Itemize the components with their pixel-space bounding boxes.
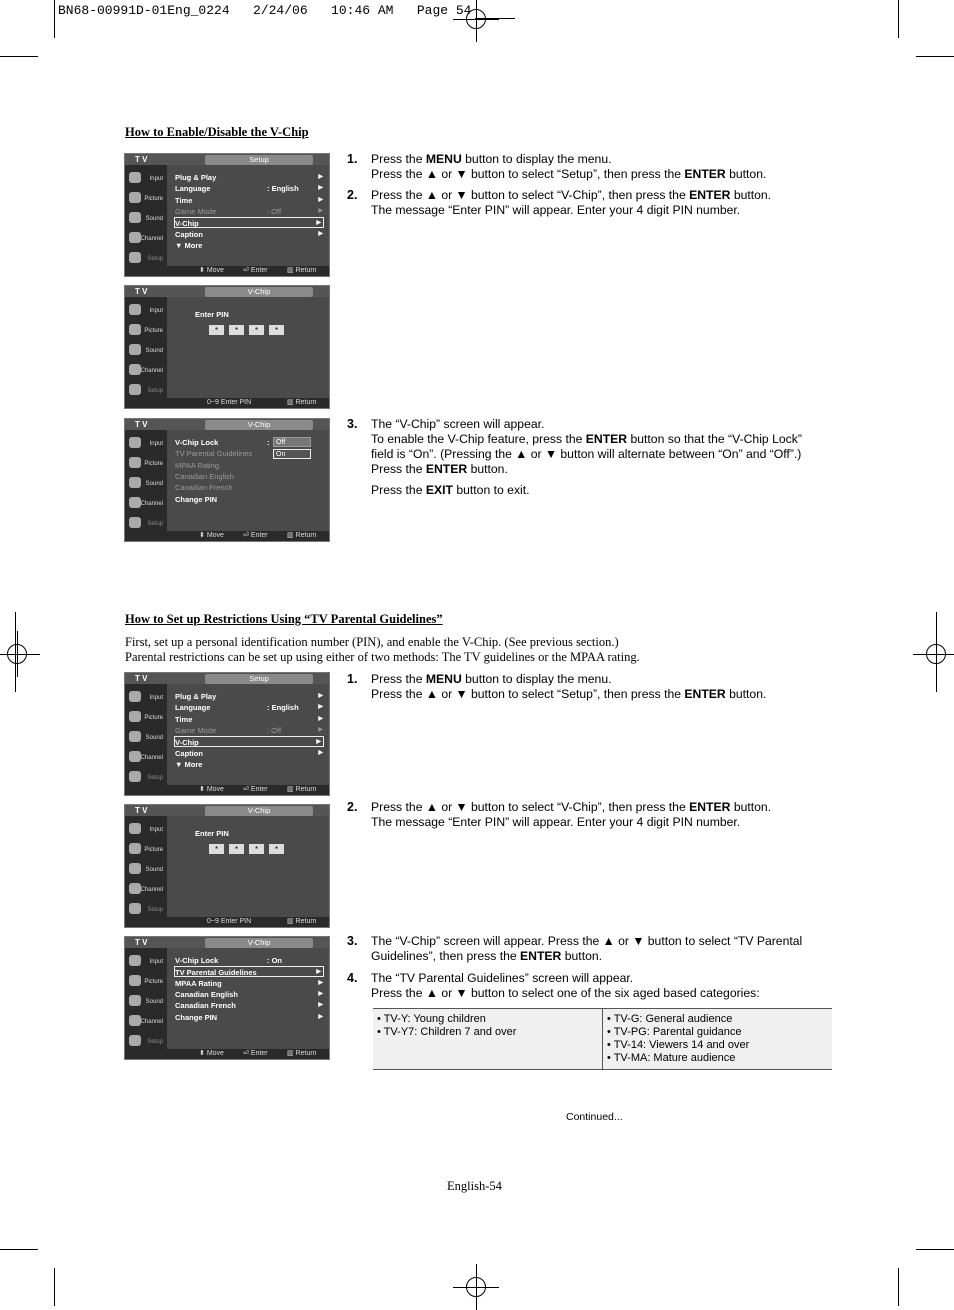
input-icon: [129, 691, 141, 702]
menu-row: MPAA Rating: [175, 461, 220, 470]
sound-icon: [129, 344, 141, 355]
return-hint: ▥ Return: [287, 1050, 317, 1057]
menu-row: Canadian English: [175, 472, 234, 481]
move-hint: ⬍ Move: [199, 267, 224, 274]
menu-row: Game Mode : Off ▶: [175, 207, 323, 216]
registration-mark-icon: [2, 639, 32, 669]
setup-icon: [129, 1035, 141, 1046]
tv-enter-pin: T V V-Chip Input Picture Sound Channel Setup Enter PIN * * * * 0~9 Enter PIN ▥ Return: [124, 285, 330, 409]
enter-pin-label: Enter PIN: [195, 829, 229, 838]
step-1: 1. Press the MENU button to display the menu. Press the ▲ or ▼ button to select “Setup”, then press the ENTER button.: [347, 152, 767, 181]
step-4: 4. The “TV Parental Guidelines” screen will appear. Press the ▲ or ▼ button to select one of the six aged based categories:: [347, 971, 760, 1000]
crop-mark: [898, 0, 899, 38]
section-title: How to Enable/Disable the V-Chip: [125, 125, 309, 139]
channel-icon: [129, 497, 141, 508]
categories-table: [373, 1008, 832, 1070]
setup-icon: [129, 517, 141, 528]
menu-row: Language : English ▶: [175, 184, 323, 193]
menu-row: ▼ More: [175, 760, 203, 769]
side-label: Picture: [144, 196, 163, 202]
menu-title: V-Chip: [205, 938, 313, 948]
menu-row: Change PIN: [175, 495, 218, 504]
categories-right: • TV-G: General audience • TV-PG: Parental guidance • TV-14: Viewers 14 and over • TV-MA: Mature audience: [603, 1009, 833, 1070]
enter-pin-label: Enter PIN: [195, 310, 229, 319]
menu-row-selected: TV Parental Guidelines ▶: [174, 966, 324, 977]
menu-row: Time ▶: [175, 196, 323, 205]
side-label: Channel: [140, 236, 163, 242]
menu-row: Plug & Play ▶: [175, 173, 323, 182]
crop-mark: [0, 1249, 38, 1250]
menu-row: Time ▶: [175, 715, 323, 724]
step-3: 3. The “V-Chip” screen will appear. Press the ▲ or ▼ button to select “TV Parental Guidelines”, then press the ENTER button.: [347, 934, 803, 963]
crop-mark: [898, 1268, 899, 1306]
menu-title: Setup: [205, 155, 313, 165]
side-label: Input: [149, 176, 163, 182]
crop-mark: [54, 0, 55, 38]
menu-row: MPAA Rating ▶: [175, 979, 323, 988]
menu-row: Game Mode : Off ▶: [175, 726, 323, 735]
sound-icon: [129, 863, 141, 874]
channel-icon: [129, 364, 141, 375]
enter-hint: ⏎ Enter: [243, 532, 268, 539]
pin-digit: *: [269, 325, 284, 335]
tv-label: T V: [135, 806, 148, 815]
return-hint: ▥ Return: [287, 532, 317, 539]
menu-row: Canadian English ▶: [175, 990, 323, 999]
tv-label: T V: [135, 674, 148, 683]
picture-icon: [129, 192, 141, 203]
move-hint: ⬍ Move: [199, 1050, 224, 1057]
menu-row: Caption ▶: [175, 230, 323, 239]
picture-icon: [129, 843, 141, 854]
picture-icon: [129, 975, 141, 986]
input-icon: [129, 823, 141, 834]
menu-row: Canadian French ▶: [175, 1001, 323, 1010]
menu-row: Language : English ▶: [175, 703, 323, 712]
channel-icon: [129, 1015, 141, 1026]
return-hint: ▥ Return: [287, 918, 317, 925]
pin-digit: *: [209, 844, 224, 854]
menu-row: V-Chip Lock :: [175, 438, 270, 447]
input-icon: [129, 955, 141, 966]
return-hint: ▥ Return: [287, 786, 317, 793]
setup-icon: [129, 252, 141, 263]
pin-hint: 0~9 Enter PIN: [207, 918, 252, 925]
pin-digit: *: [269, 844, 284, 854]
tv-setup-menu: T V Setup Input Picture Sound Channel Setup Plug & Play ▶ Language : English ▶ Time ▶ Game Mode : Off ▶ V-Chip ▶ Caption ▶ ▼ More ⬍ Move ⏎ Enter ▥ Return: [124, 672, 330, 796]
input-icon: [129, 172, 141, 183]
tv-label: T V: [135, 938, 148, 947]
step-3: 3. The “V-Chip” screen will appear. To enable the V-Chip feature, press the ENTER button so that the “V-Chip Lock” field is “On”. (Pressing the ▲ or ▼ button will alternate between “On” and “Off”.) Press the ENTER button. Press the EXIT button to exit.: [347, 417, 802, 497]
crop-mark: [15, 612, 16, 692]
menu-row: ▼ More: [175, 241, 203, 250]
picture-icon: [129, 324, 141, 335]
pin-hint: 0~9 Enter PIN: [207, 399, 252, 406]
enter-hint: ⏎ Enter: [243, 786, 268, 793]
registration-mark-icon: [461, 1272, 491, 1302]
menu-row: Canadian French: [175, 483, 233, 492]
menu-row-selected: V-Chip ▶: [174, 736, 324, 747]
tv-label: T V: [135, 155, 148, 164]
channel-icon: [129, 232, 141, 243]
tv-enter-pin: T V V-Chip Input Picture Sound Channel Setup Enter PIN * * * * 0~9 Enter PIN ▥ Return: [124, 804, 330, 928]
channel-icon: [129, 883, 141, 894]
dropdown-option-on: On: [273, 449, 311, 459]
tv-vchip-menu: T V V-Chip Input Picture Sound Channel Setup V-Chip Lock : On TV Parental Guidelines ▶ MPAA Rating ▶ Canadian English ▶ Canadian French ▶ Change PIN ▶ ⬍ Move ⏎ Enter ▥ Return: [124, 936, 330, 1060]
menu-row: Plug & Play ▶: [175, 692, 323, 701]
pin-digit: *: [209, 325, 224, 335]
step-2: 2. Press the ▲ or ▼ button to select “V-Chip”, then press the ENTER button. The message “Enter PIN” will appear. Enter your 4 digit PIN number.: [347, 188, 772, 217]
side-label: Sound: [145, 216, 163, 222]
pin-digit: *: [249, 325, 264, 335]
dropdown-option-off: Off: [273, 437, 311, 447]
crop-mark: [916, 1249, 954, 1250]
move-hint: ⬍ Move: [199, 786, 224, 793]
pin-digit: *: [229, 325, 244, 335]
menu-row: Caption ▶: [175, 749, 323, 758]
menu-title: V-Chip: [205, 287, 313, 297]
channel-icon: [129, 751, 141, 762]
sound-icon: [129, 477, 141, 488]
sound-icon: [129, 995, 141, 1006]
tv-setup-menu: [124, 153, 330, 277]
crop-mark: [916, 56, 954, 57]
picture-icon: [129, 711, 141, 722]
crop-mark: [936, 612, 937, 692]
continued-label: Continued...: [566, 1111, 623, 1123]
menu-title: V-Chip: [205, 420, 313, 430]
crop-mark: [0, 56, 38, 57]
categories-left: • TV-Y: Young children • TV-Y7: Children 7 and over: [373, 1009, 603, 1070]
picture-icon: [129, 457, 141, 468]
crop-mark: [54, 1268, 55, 1306]
tv-vchip-lock: T V V-Chip Input Picture Sound Channel Setup V-Chip Lock : TV Parental Guidelines MPAA Rating Canadian English Canadian French Change PIN Off On ⬍ Move ⏎ Enter ▥ Return: [124, 418, 330, 542]
enter-hint: ⏎ Enter: [243, 1050, 268, 1057]
print-header: BN68-00991D-01Eng_0224 2/24/06 10:46 AM Page 54: [58, 3, 472, 18]
menu-row-selected: V-Chip ▶: [174, 217, 324, 228]
menu-row: TV Parental Guidelines: [175, 449, 253, 458]
sound-icon: [129, 731, 141, 742]
menu-title: Setup: [205, 674, 313, 684]
input-icon: [129, 437, 141, 448]
menu-title: V-Chip: [205, 806, 313, 816]
menu-row: V-Chip Lock : On: [175, 956, 282, 965]
input-icon: [129, 304, 141, 315]
page-number: English-54: [447, 1179, 502, 1193]
step-2: 2. Press the ▲ or ▼ button to select “V-Chip”, then press the ENTER button. The message “Enter PIN” will appear. Enter your 4 digit PIN number.: [347, 800, 772, 829]
pin-digit: *: [249, 844, 264, 854]
sound-icon: [129, 212, 141, 223]
pin-digit: *: [229, 844, 244, 854]
intro-text: First, set up a personal identification number (PIN), and enable the V-Chip. (See previous section.) Parental restrictions can be set up using either of two methods: The TV guidelines or the MPAA rating.: [125, 635, 640, 664]
move-hint: ⬍ Move: [199, 532, 224, 539]
section-title: How to Set up Restrictions Using “TV Parental Guidelines”: [125, 612, 443, 626]
return-hint: ▥ Return: [287, 267, 317, 274]
enter-hint: ⏎ Enter: [243, 267, 268, 274]
return-hint: ▥ Return: [287, 399, 317, 406]
setup-icon: [129, 384, 141, 395]
side-label: Setup: [147, 256, 163, 262]
tv-label: T V: [135, 287, 148, 296]
tv-label: T V: [135, 420, 148, 429]
step-1: 1. Press the MENU button to display the menu. Press the ▲ or ▼ button to select “Setup”, then press the ENTER button.: [347, 672, 767, 701]
setup-icon: [129, 771, 141, 782]
registration-mark-icon: [461, 4, 491, 34]
menu-row: Change PIN ▶: [175, 1013, 323, 1022]
setup-icon: [129, 903, 141, 914]
